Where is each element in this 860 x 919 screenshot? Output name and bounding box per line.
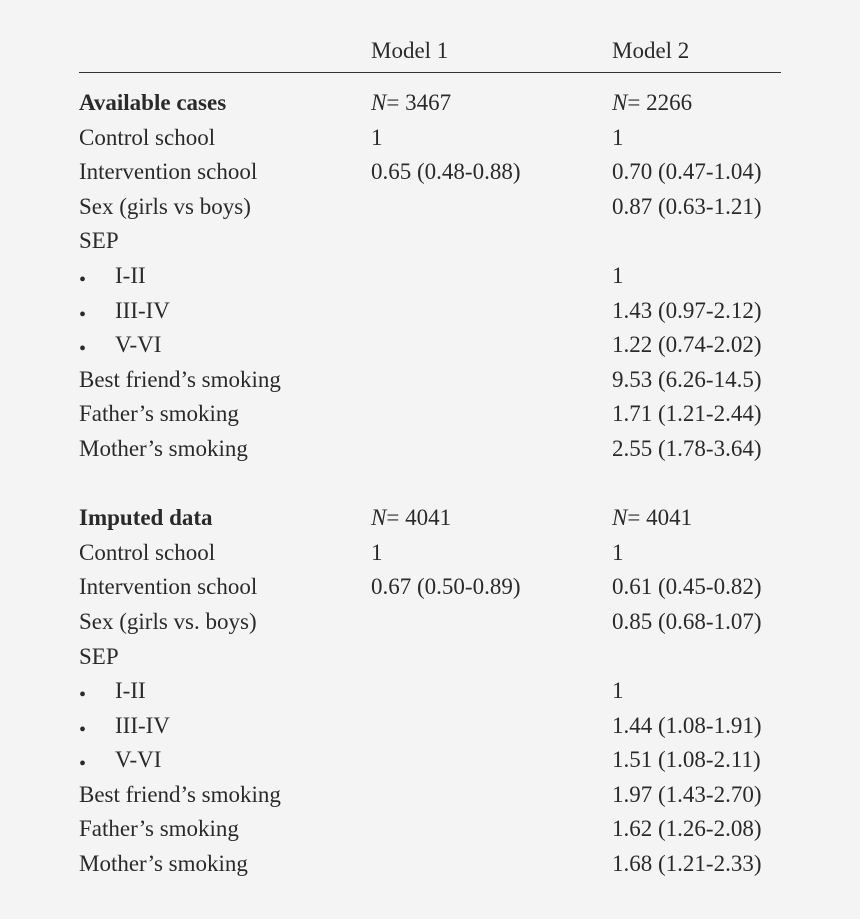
row-value-model-2: 1.62 (1.26-2.08): [612, 816, 762, 842]
n-symbol: N: [612, 90, 628, 115]
n-value: = 4041: [627, 505, 693, 531]
n-symbol: N: [371, 90, 387, 115]
sep-item-label-wrap: [79, 332, 162, 361]
sep-item-label-wrap: [79, 712, 170, 741]
table-row: [79, 536, 781, 571]
sep-item-row: [79, 328, 781, 363]
table-row: [79, 847, 781, 882]
header-rule: [79, 72, 781, 73]
row-value-model-2: 2.55 (1.78-3.64): [612, 435, 762, 461]
n-model-2-available: [612, 86, 692, 121]
sep-item-label-wrap: [79, 262, 146, 291]
table-row: [79, 224, 781, 259]
section-row-available: [79, 86, 781, 121]
sep-item-label-wrap: [79, 297, 170, 326]
row-value-model-2: 1: [612, 678, 624, 704]
sep-item-row: [79, 259, 781, 294]
sep-item-label: III-IV: [115, 712, 170, 738]
section-row-imputed: [79, 501, 781, 536]
row-label: Sex (girls vs boys): [79, 193, 251, 219]
section-title-available: Available cases: [79, 90, 227, 115]
sep-item-label: V-VI: [115, 747, 162, 773]
section-gap: [79, 467, 781, 502]
n-model-2-imputed: [612, 501, 692, 536]
sep-item-row: [79, 674, 781, 709]
table-row: [79, 397, 781, 432]
sep-item-row: [79, 294, 781, 329]
row-value-model-1: 0.67 (0.50-0.89): [371, 574, 521, 600]
row-value-model-2: 1: [612, 262, 624, 288]
row-label: Control school: [79, 539, 216, 565]
table-row: [79, 570, 781, 605]
row-value-model-2: 1: [612, 124, 624, 150]
row-value-model-2: 1.71 (1.21-2.44): [612, 401, 762, 427]
bullet-icon: •: [79, 753, 87, 776]
results-table: [79, 34, 781, 882]
row-label: Sex (girls vs. boys): [79, 608, 257, 634]
row-value-model-2: 1.43 (0.97-2.12): [612, 297, 762, 323]
sep-item-label: III-IV: [115, 297, 170, 323]
table-row: [79, 190, 781, 225]
n-symbol: N: [612, 505, 628, 531]
header-model-1: Model 1: [371, 38, 449, 63]
row-value-model-2: 0.61 (0.45-0.82): [612, 574, 762, 600]
bullet-icon: •: [79, 303, 87, 326]
row-value-model-2: 0.85 (0.68-1.07): [612, 608, 762, 634]
header-model-2: Model 2: [612, 38, 690, 63]
table-row: [79, 640, 781, 675]
row-label: SEP: [79, 643, 119, 669]
row-value-model-2: 1.51 (1.08-2.11): [612, 747, 761, 773]
row-value-model-1: 0.65 (0.48-0.88): [371, 159, 521, 185]
row-label: SEP: [79, 228, 119, 254]
n-model-1-available: [371, 86, 451, 121]
table-row: [79, 605, 781, 640]
n-value: = 3467: [386, 90, 452, 115]
table-row: [79, 155, 781, 190]
row-value-model-2: 1.97 (1.43-2.70): [612, 781, 762, 807]
sep-item-label-wrap: [79, 678, 146, 707]
row-label: Mother’s smoking: [79, 435, 248, 461]
row-value-model-1: 1: [371, 539, 383, 565]
row-label: Father’s smoking: [79, 401, 239, 427]
row-label: Intervention school: [79, 574, 258, 600]
row-value-model-2: 1.68 (1.21-2.33): [612, 851, 762, 877]
n-symbol: N: [371, 505, 387, 531]
table-row: [79, 363, 781, 398]
row-label: Father’s smoking: [79, 816, 239, 842]
row-value-model-2: 0.87 (0.63-1.21): [612, 193, 762, 219]
sep-item-label: V-VI: [115, 332, 162, 358]
sep-item-row: [79, 743, 781, 778]
bullet-icon: •: [79, 718, 87, 741]
row-label: Best friend’s smoking: [79, 781, 281, 807]
table-row: [79, 121, 781, 156]
section-title-imputed: Imputed data: [79, 505, 213, 531]
row-value-model-1: 1: [371, 124, 383, 150]
bullet-icon: •: [79, 338, 87, 361]
row-label: Intervention school: [79, 159, 258, 185]
table-header-row: [79, 34, 781, 72]
table-row: [79, 432, 781, 467]
sep-item-label-wrap: [79, 747, 162, 776]
row-value-model-2: 1.44 (1.08-1.91): [612, 712, 762, 738]
row-value-model-2: 9.53 (6.26-14.5): [612, 366, 762, 392]
row-value-model-2: 1.22 (0.74-2.02): [612, 332, 762, 358]
row-value-model-2: 1: [612, 539, 624, 565]
row-label: Mother’s smoking: [79, 851, 248, 877]
table-row: [79, 778, 781, 813]
sep-item-row: [79, 709, 781, 744]
row-label: Best friend’s smoking: [79, 366, 281, 392]
table-row: [79, 812, 781, 847]
bullet-icon: •: [79, 684, 87, 707]
row-label: Control school: [79, 124, 216, 150]
sep-item-label: I-II: [115, 262, 146, 288]
sep-item-label: I-II: [115, 678, 146, 704]
bullet-icon: •: [79, 268, 87, 291]
row-value-model-2: 0.70 (0.47-1.04): [612, 159, 762, 185]
n-model-1-imputed: [371, 501, 451, 536]
n-value: = 4041: [386, 505, 452, 531]
n-value: = 2266: [627, 90, 693, 115]
